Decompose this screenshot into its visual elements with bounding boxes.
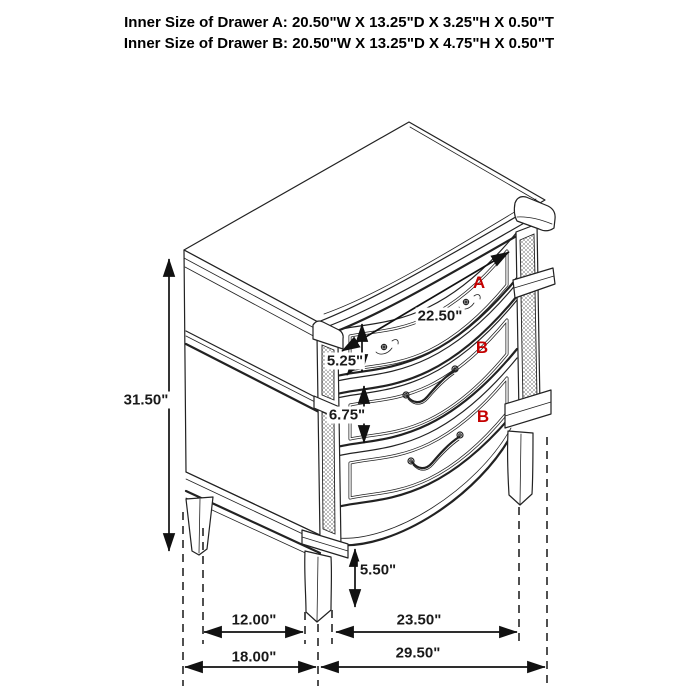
back-left-leg — [186, 497, 213, 555]
drawer-a-letter: A — [472, 273, 486, 292]
drawer-width-label: 22.50" — [417, 307, 463, 325]
front-right-pilaster — [505, 197, 555, 428]
drawer-a-front-height-label: 5.25" — [326, 352, 364, 370]
front-right-leg — [508, 431, 533, 505]
overall-height-label: 31.50" — [123, 391, 169, 409]
side-leg-spacing-label: 12.00" — [231, 611, 277, 629]
overall-width-label: 29.50" — [395, 644, 441, 662]
leg-height-label: 5.50" — [359, 561, 397, 579]
drawer-b-size-text: Inner Size of Drawer B: 20.50"W X 13.25"D X 4.75"H X 0.50"T — [123, 35, 555, 52]
drawer-b1-letter: B — [475, 338, 489, 357]
drawer-a-left-handle-icon — [376, 340, 398, 355]
front-leg-spacing-label: 23.50" — [396, 611, 442, 629]
front-left-leg — [302, 530, 348, 622]
drawer-b2-letter: B — [476, 407, 490, 426]
overall-depth-label: 18.00" — [231, 648, 277, 666]
drawer-b-front-height-label: 6.75" — [328, 406, 366, 424]
drawer-a-size-text: Inner Size of Drawer A: 20.50"W X 13.25"D X 3.25"H X 0.50"T — [124, 14, 554, 31]
